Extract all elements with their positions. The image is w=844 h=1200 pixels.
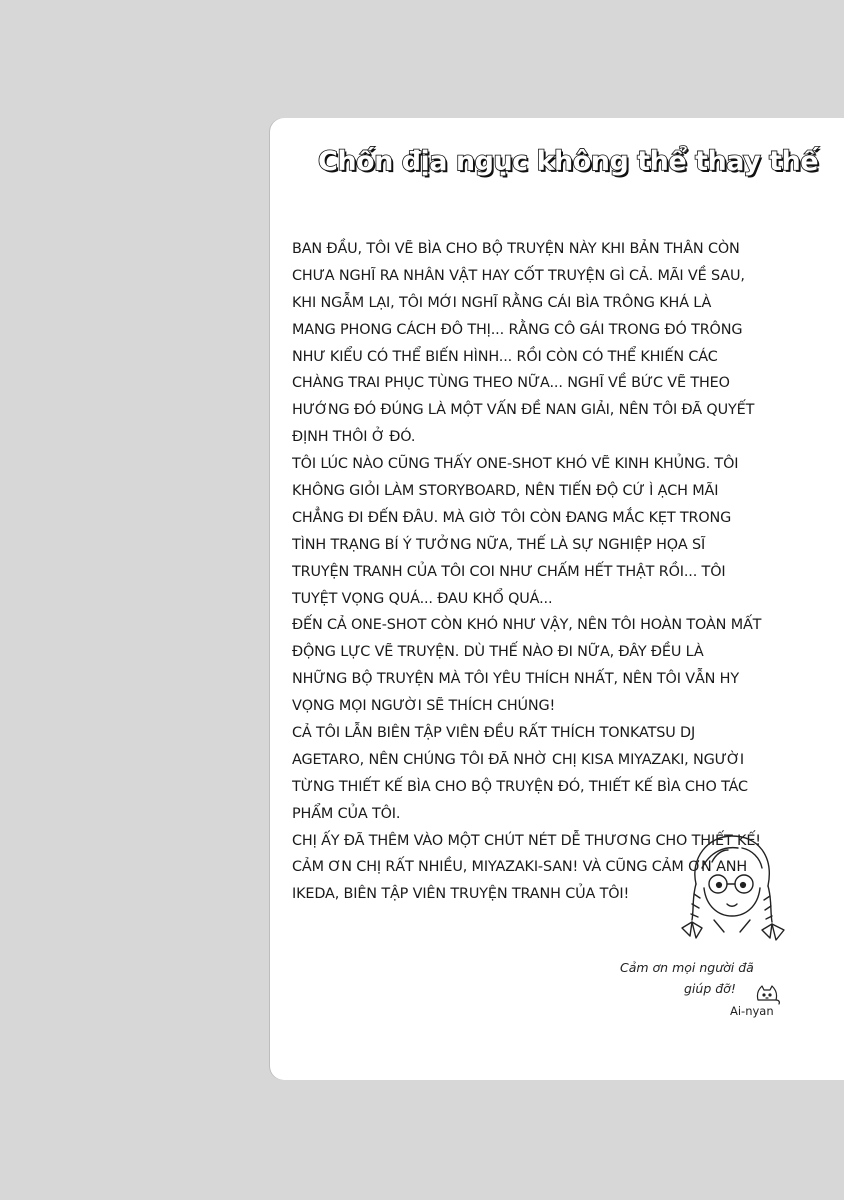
thanks-caption-line-1: Cảm ơn mọi người đã	[620, 960, 754, 975]
text-line: AGETARO, NÊN CHÚNG TÔI ĐÃ NHỜ CHỊ KISA MIYAZAKI, NGƯỜI	[292, 751, 744, 768]
text-line: CẢM ƠN CHỊ RẤT NHIỀU, MIYAZAKI-SAN! VÀ CŨNG CẢM ƠN ANH	[292, 859, 748, 876]
text-line: NHƯ KIỂU CÓ THỂ BIẾN HÌNH... RỒI CÒN CÓ THỂ KHIẾN CÁC	[292, 348, 718, 365]
text-line: KHI NGẪM LẠI, TÔI MỚI NGHĨ RẰNG CÁI BÌA TRÔNG KHÁ LÀ	[292, 294, 712, 311]
text-line: ĐẾN CẢ ONE-SHOT CÒN KHÓ NHƯ VẬY, NÊN TÔI HOÀN TOÀN MẤT	[292, 617, 762, 634]
text-line: CẢ TÔI LẪN BIÊN TẬP VIÊN ĐỀU RẤT THÍCH TONKATSU DJ	[292, 725, 696, 742]
text-line: CHƯA NGHĨ RA NHÂN VẬT HAY CỐT TRUYỆN GÌ CẢ. MÃI VỀ SAU,	[292, 267, 745, 284]
text-line: CHÀNG TRAI PHỤC TÙNG THEO NỮA... NGHĨ VỀ BỨC VẼ THEO	[292, 375, 730, 392]
page-title: Chốn địa ngục không thể thay thế	[318, 146, 819, 177]
text-line: ĐỘNG LỰC VẼ TRUYỆN. DÙ THẾ NÀO ĐI NỮA, ĐÂY ĐỀU LÀ	[292, 644, 704, 661]
text-line: TUYỆT VỌNG QUÁ... ĐAU KHỔ QUÁ...	[292, 590, 553, 607]
text-line: TỪNG THIẾT KẾ BÌA CHO BỘ TRUYỆN ĐÓ, THIẾT KẾ BÌA CHO TÁC	[292, 778, 748, 795]
text-line: IKEDA, BIÊN TẬP VIÊN TRUYỆN TRANH CỦA TÔI!	[292, 886, 630, 903]
text-line: TÔI LÚC NÀO CŨNG THẤY ONE-SHOT KHÓ VẼ KINH KHỦNG. TÔI	[292, 456, 739, 473]
signature: Ai-nyan	[730, 1004, 774, 1018]
thanks-caption-line-2: giúp đỡ!	[684, 981, 736, 996]
text-line: HƯỚNG ĐÓ ĐÚNG LÀ MỘT VẤN ĐỀ NAN GIẢI, NÊN TÔI ĐÃ QUYẾT	[292, 402, 755, 419]
text-line: PHẨM CỦA TÔI.	[292, 805, 401, 822]
text-line: TRUYỆN TRANH CỦA TÔI COI NHƯ CHẤM HẾT THẬT RỒI... TÔI	[292, 563, 726, 580]
text-line: TÌNH TRẠNG BÍ Ý TƯỞNG NỮA, THẾ LÀ SỰ NGHIỆP HỌA SĨ	[292, 536, 706, 553]
text-line: BAN ĐẦU, TÔI VẼ BÌA CHO BỘ TRUYỆN NÀY KHI BẢN THÂN CÒN	[292, 241, 740, 257]
cat-doodle-icon	[752, 982, 782, 1006]
girl-with-glasses-sketch-icon	[672, 828, 794, 956]
text-line: CHỊ ẤY ĐÃ THÊM VÀO MỘT CHÚT NÉT DỄ THƯƠNG CHO THIẾT KẾ!	[292, 832, 761, 849]
afterword-text	[292, 236, 832, 908]
text-line: CHẲNG ĐI ĐẾN ĐÂU. MÀ GIỜ TÔI CÒN ĐANG MẮC KẸT TRONG	[292, 509, 732, 526]
text-line: NHỮNG BỘ TRUYỆN MÀ TÔI YÊU THÍCH NHẤT, NÊN TÔI VẪN HY	[292, 671, 739, 688]
text-line: VỌNG MỌI NGƯỜI SẼ THÍCH CHÚNG!	[292, 698, 556, 715]
text-line: ĐỊNH THÔI Ở ĐÓ.	[292, 429, 416, 446]
text-line: KHÔNG GIỎI LÀM STORYBOARD, NÊN TIẾN ĐỘ CỨ Ì ẠCH MÃI	[292, 483, 719, 500]
text-line: MANG PHONG CÁCH ĐÔ THỊ... RẰNG CÔ GÁI TRONG ĐÓ TRÔNG	[292, 321, 743, 338]
